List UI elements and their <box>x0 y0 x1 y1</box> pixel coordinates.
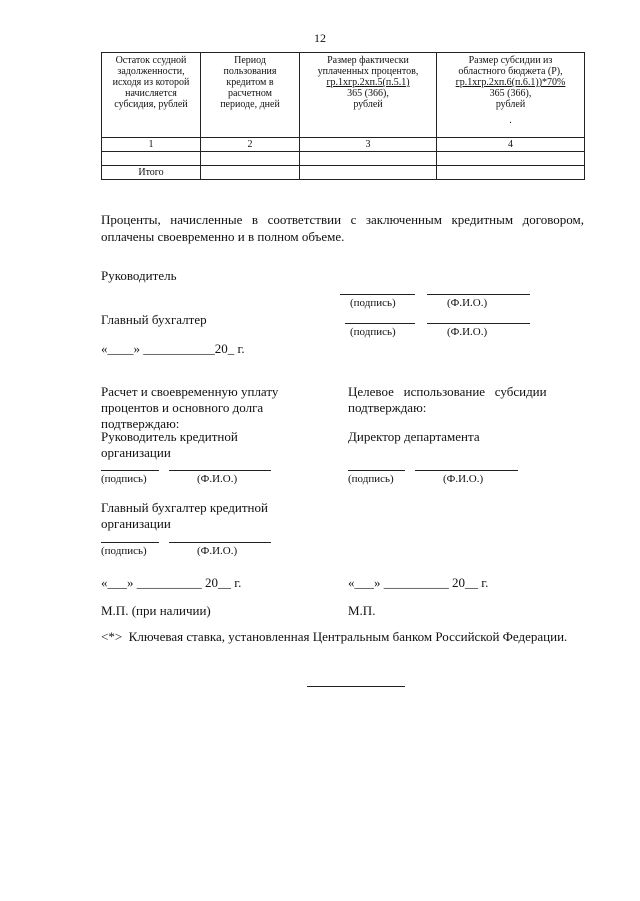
bank-chief-name-hint: (Ф.И.О.) <box>197 545 238 557</box>
bank-head-signature-line <box>101 470 159 471</box>
bank-chief-signature-line <box>101 542 159 543</box>
table-column-numbers-row <box>102 138 585 152</box>
dept-signature-hint: (подпись) <box>348 473 394 485</box>
bank-head-name-hint: (Ф.И.О.) <box>197 473 238 485</box>
col-number-3: 3 <box>300 138 437 152</box>
total-label: Итого <box>102 166 201 180</box>
dept-date-line: «___» __________ 20__ г. <box>348 575 489 590</box>
bank-stamp: М.П. (при наличии) <box>101 603 211 618</box>
top-date-line: «____» ___________20_ г. <box>101 341 245 356</box>
bank-head-label-1: Руководитель кредитной <box>101 429 238 444</box>
dept-confirm-line-1: Целевое использование субсидии <box>348 384 547 399</box>
dept-director-label: Директор департамента <box>348 429 480 444</box>
col-number-2: 2 <box>201 138 300 152</box>
head-signature-hint: (подпись) <box>350 297 396 309</box>
confirmation-paragraph: Проценты, начисленные в соответствии с заключенным кредитным договором, оплачены своевременно и в полном объеме. <box>101 212 584 244</box>
head-name-line <box>427 294 530 295</box>
dept-stamp: М.П. <box>348 603 376 618</box>
bank-confirm-line-1: Расчет и своевременную уплату <box>101 384 279 399</box>
accountant-signature-hint: (подпись) <box>350 326 396 338</box>
dept-signature-line <box>348 470 405 471</box>
bank-chief-name-line <box>169 542 271 543</box>
bank-head-signature-hint: (подпись) <box>101 473 147 485</box>
col-number-4: 4 <box>437 138 585 152</box>
bank-chief-label-2: организации <box>101 516 171 531</box>
header-cell-paid-interest: Размер фактически уплаченных процентов, гр.1хгр.2хп.5(п.5.1) 365 (366), рублей <box>300 53 437 138</box>
header-cell-loan-balance: Остаток ссудной задолженности, исходя из которой начисляется субсидия, рублей <box>102 53 201 138</box>
head-label: Руководитель <box>101 268 177 283</box>
dept-name-hint: (Ф.И.О.) <box>443 473 484 485</box>
footnote: <*> Ключевая ставка, установленная Центральным банком Российской Федерации. <box>101 629 568 644</box>
accountant-signature-line <box>345 323 415 324</box>
accountant-name-hint: (Ф.И.О.) <box>447 326 488 338</box>
dept-name-line <box>415 470 518 471</box>
bank-confirm-line-2: процентов и основного долга <box>101 400 264 415</box>
bank-head-name-line <box>169 470 271 471</box>
end-rule <box>307 686 405 687</box>
header-cell-subsidy: Размер субсидии из областного бюджета (P), гр.1хгр.2хп.6(п.6.1))*70% 365 (366), рублей . <box>437 53 585 138</box>
table-total-row <box>102 166 585 180</box>
chief-accountant-label: Главный бухгалтер <box>101 312 207 327</box>
bank-chief-signature-hint: (подпись) <box>101 545 147 557</box>
table-header-row <box>102 53 585 138</box>
subsidy-table <box>101 52 585 180</box>
head-signature-line <box>340 294 415 295</box>
bank-date-line: «___» __________ 20__ г. <box>101 575 242 590</box>
dept-confirm-line-2: подтверждаю: <box>348 400 427 415</box>
col-number-1: 1 <box>102 138 201 152</box>
bank-confirm-line-3: подтверждаю: <box>101 416 180 431</box>
accountant-name-line <box>427 323 530 324</box>
header-cell-period: Период пользования кредитом в расчетном периоде, дней <box>201 53 300 138</box>
page-number: 12 <box>314 31 326 45</box>
bank-head-label-2: организации <box>101 445 171 460</box>
bank-chief-label-1: Главный бухгалтер кредитной <box>101 500 268 515</box>
table-empty-row <box>102 152 585 166</box>
head-name-hint: (Ф.И.О.) <box>447 297 488 309</box>
